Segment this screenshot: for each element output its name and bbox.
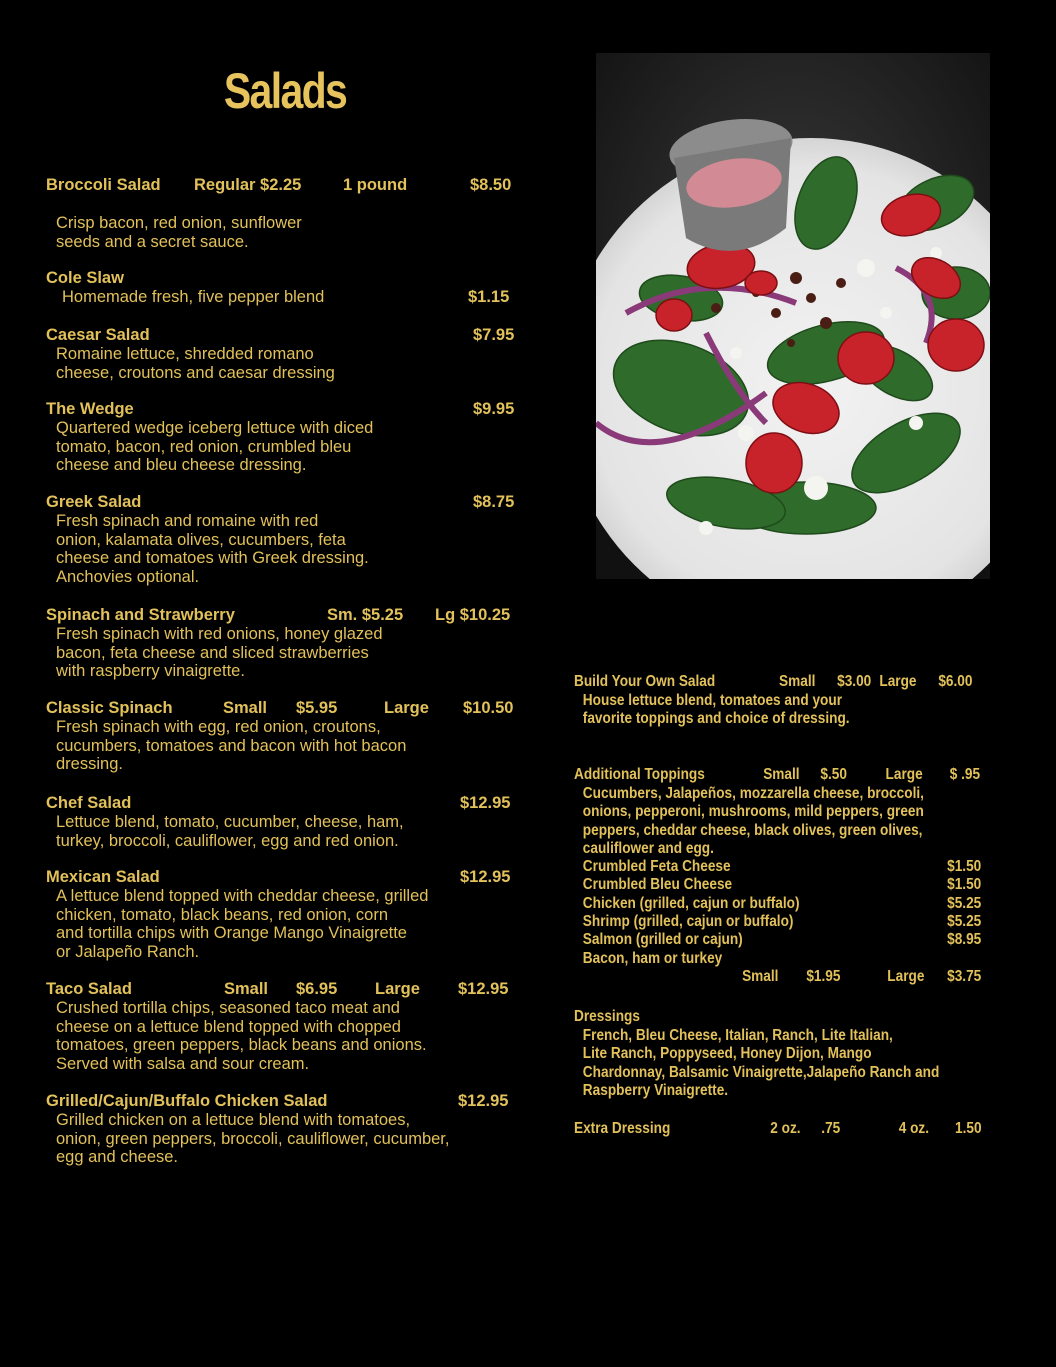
menu-item-greek-salad bbox=[46, 493, 524, 586]
item-price-small: Sm. $5.25 bbox=[327, 606, 404, 624]
item-description: Quartered wedge iceberg lettuce with diced tomato, bacon, red onion, crumbled bleu cheese and bleu cheese dressing. bbox=[56, 419, 374, 475]
menu-item-the-wedge bbox=[46, 400, 524, 475]
item-price-small: $3.00 bbox=[837, 673, 872, 690]
item-name: Additional Toppings bbox=[574, 766, 705, 783]
item-name: Greek Salad bbox=[46, 493, 142, 511]
addon-row bbox=[574, 858, 982, 876]
item-size-large: Large bbox=[885, 766, 923, 783]
salad-illustration bbox=[596, 53, 990, 579]
item-name: Extra Dressing bbox=[574, 1120, 671, 1137]
addon-price: $5.25 bbox=[947, 894, 982, 912]
item-price: $12.95 bbox=[460, 794, 511, 812]
item-price: $12.95 bbox=[460, 868, 511, 886]
page-title: Salads bbox=[223, 63, 347, 119]
item-name: Mexican Salad bbox=[46, 868, 160, 886]
item-size-small: Small bbox=[763, 766, 800, 783]
item-description: Fresh spinach and romaine with red onion, kalamata olives, cucumbers, feta cheese and tomatoes with Greek dressing. Anchovies optional. bbox=[56, 512, 369, 586]
addon-label: Bacon, ham or turkey bbox=[582, 949, 723, 967]
item-price-large: $ .95 bbox=[949, 766, 981, 783]
menu-item-chicken-salad bbox=[46, 1092, 524, 1167]
item-price: $1.15 bbox=[468, 288, 510, 306]
build-your-own-salad bbox=[574, 673, 973, 729]
item-description: Romaine lettuce, shredded romano cheese, croutons and caesar dressing bbox=[56, 345, 335, 382]
item-description: Cucumbers, Jalapeños, mozzarella cheese, broccoli, onions, pepperoni, mushrooms, mild peppers, green peppers, cheddar cheese, black olives, green olives, cauliflower and egg. bbox=[582, 785, 924, 857]
addon-price: $1.50 bbox=[947, 876, 982, 894]
item-name: Chef Salad bbox=[46, 794, 132, 812]
addon-label: Crumbled Feta Cheese bbox=[582, 858, 731, 876]
item-price: $7.95 bbox=[473, 326, 515, 344]
addon-row bbox=[574, 931, 982, 949]
addon-price: $1.50 bbox=[947, 858, 982, 876]
item-price-large: 1.50 bbox=[955, 1120, 982, 1137]
item-size-large: Large bbox=[887, 967, 925, 985]
item-price-large: $6.00 bbox=[938, 673, 973, 690]
addon-row-bacon-prices bbox=[574, 967, 982, 986]
item-price-small: $5.95 bbox=[296, 699, 338, 717]
addon-label: Chicken (grilled, cajun or buffalo) bbox=[582, 894, 800, 912]
item-name: Caesar Salad bbox=[46, 326, 150, 344]
addon-label: Crumbled Bleu Cheese bbox=[582, 876, 733, 894]
item-size-large: Large bbox=[375, 980, 420, 998]
item-size-large: 4 oz. bbox=[898, 1120, 930, 1137]
menu-item-broccoli-salad bbox=[46, 176, 524, 251]
item-name: Taco Salad bbox=[46, 980, 132, 998]
menu-item-spinach-strawberry bbox=[46, 606, 524, 681]
menu-item-classic-spinach bbox=[46, 699, 524, 774]
item-price-small: .75 bbox=[821, 1120, 841, 1137]
item-size-large: Large bbox=[384, 699, 429, 717]
item-name: Dressings bbox=[574, 1008, 640, 1025]
item-size-large: Large bbox=[879, 673, 917, 690]
item-description: Crisp bacon, red onion, sunflower seeds and a secret sauce. bbox=[56, 214, 302, 251]
item-name: Broccoli Salad bbox=[46, 176, 161, 194]
menu-item-cole-slaw bbox=[46, 269, 524, 307]
item-name: The Wedge bbox=[46, 400, 134, 418]
item-size-small: Small bbox=[224, 980, 269, 998]
menu-item-chef-salad bbox=[46, 794, 524, 850]
item-description: French, Bleu Cheese, Italian, Ranch, Lite Italian, Lite Ranch, Poppyseed, Honey Dijon, Mango Chardonnay, Balsamic Vinaigrette,Jalapeño Ranch and Raspberry Vinaigrette. bbox=[582, 1027, 940, 1099]
item-price: $9.95 bbox=[473, 400, 515, 418]
item-description: Grilled chicken on a lettuce blend with tomatoes, onion, green peppers, broccoli, cauliflower, cucumber, egg and cheese. bbox=[56, 1111, 450, 1167]
menu-item-mexican-salad bbox=[46, 868, 524, 961]
additional-toppings bbox=[574, 766, 982, 986]
item-price: $8.75 bbox=[473, 493, 515, 511]
item-description: A lettuce blend topped with cheddar cheese, grilled chicken, tomato, black beans, red onion, corn and tortilla chips with Orange Mango Vinaigrette or Jalapeño Ranch. bbox=[56, 887, 429, 961]
addon-price: $8.95 bbox=[947, 931, 982, 949]
addon-row bbox=[574, 913, 982, 931]
item-description: Lettuce blend, tomato, cucumber, cheese, ham, turkey, broccoli, cauliflower, egg and red onion. bbox=[56, 813, 404, 850]
item-price-regular: Regular $2.25 bbox=[194, 176, 302, 194]
item-name: Classic Spinach bbox=[46, 699, 173, 717]
item-description: Crushed tortilla chips, seasoned taco meat and cheese on a lettuce blend topped with chopped tomatoes, green peppers, black beans and onions. Served with salsa and sour cream. bbox=[56, 999, 427, 1073]
addon-row-bacon bbox=[574, 950, 944, 968]
item-price-large: $3.75 bbox=[947, 967, 982, 985]
item-price-small: $1.95 bbox=[806, 967, 841, 985]
addon-row bbox=[574, 894, 982, 913]
item-description: Homemade fresh, five pepper blend bbox=[62, 288, 325, 306]
item-price: $8.50 bbox=[470, 176, 512, 194]
item-price-large: Lg $10.25 bbox=[435, 606, 511, 624]
item-description: Fresh spinach with red onions, honey glazed bacon, feta cheese and sliced strawberries with raspberry vinaigrette. bbox=[56, 625, 383, 681]
item-size-small: 2 oz. bbox=[770, 1120, 801, 1137]
item-price-large: $10.50 bbox=[463, 699, 514, 717]
dressings bbox=[574, 1008, 944, 1100]
item-price-small: $.50 bbox=[820, 766, 847, 783]
menu-item-taco-salad bbox=[46, 980, 524, 1073]
item-size-small: Small bbox=[742, 967, 779, 985]
item-name: Spinach and Strawberry bbox=[46, 606, 235, 624]
item-price-large: $12.95 bbox=[458, 980, 509, 998]
item-size-small: Small bbox=[779, 673, 816, 690]
item-name: Cole Slaw bbox=[46, 269, 124, 287]
menu-item-caesar-salad bbox=[46, 326, 524, 382]
addon-label: Salmon (grilled or cajun) bbox=[582, 931, 743, 949]
addon-label: Shrimp (grilled, cajun or buffalo) bbox=[582, 913, 794, 931]
addon-row bbox=[574, 876, 982, 894]
addon-price: $5.25 bbox=[947, 913, 982, 931]
item-price-small: $6.95 bbox=[296, 980, 338, 998]
item-size-small: Small bbox=[223, 699, 268, 717]
item-name: Grilled/Cajun/Buffalo Chicken Salad bbox=[46, 1092, 328, 1110]
item-price: $12.95 bbox=[458, 1092, 509, 1110]
item-name: Build Your Own Salad bbox=[574, 673, 716, 690]
item-description: Fresh spinach with egg, red onion, croutons, cucumbers, tomatoes and bacon with hot bacon dressing. bbox=[56, 718, 407, 774]
salad-photo bbox=[596, 53, 990, 579]
item-size: 1 pound bbox=[343, 176, 408, 194]
extra-dressing bbox=[574, 1120, 982, 1139]
item-description: House lettuce blend, tomatoes and your favorite toppings and choice of dressing. bbox=[582, 692, 850, 728]
